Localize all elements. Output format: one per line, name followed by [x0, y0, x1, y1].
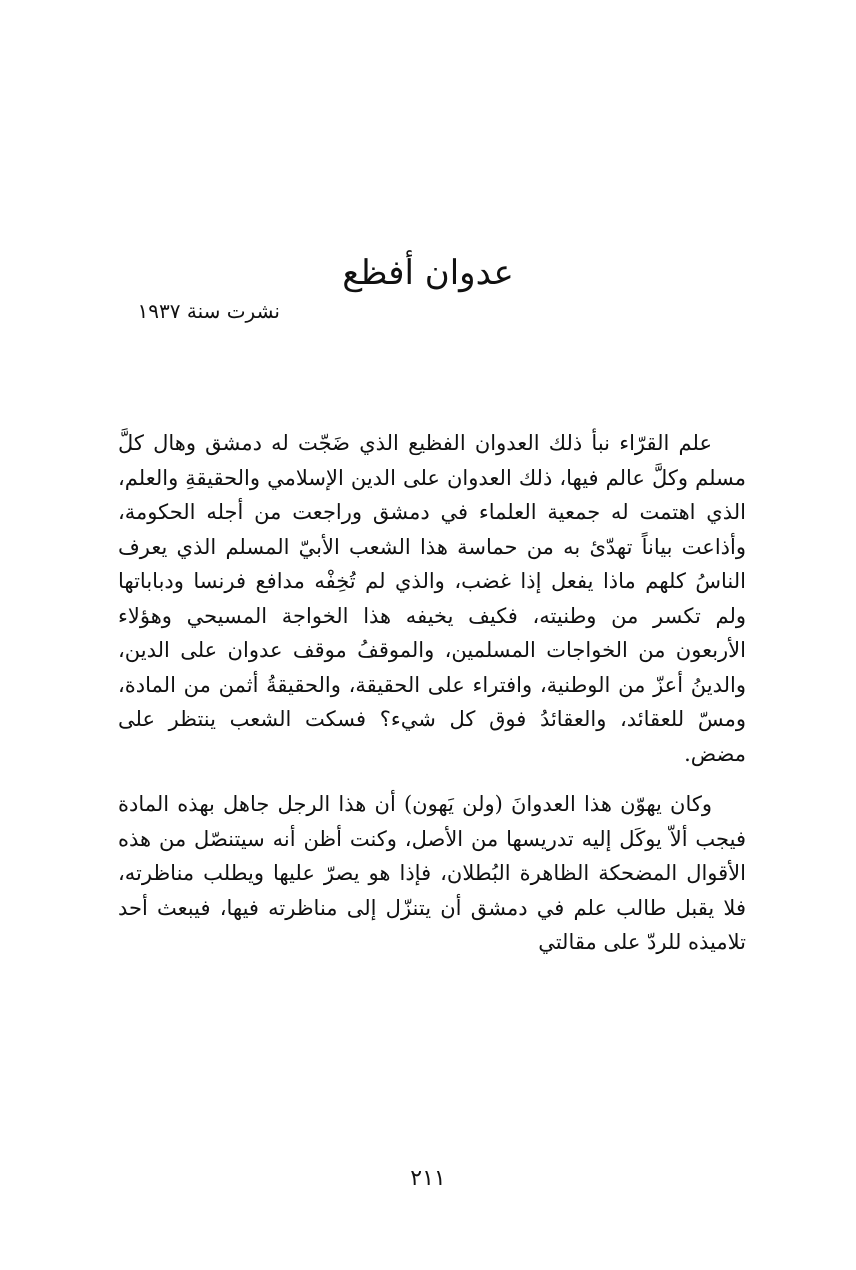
article-body: [118, 426, 746, 960]
paragraph: علم القرّاء نبأ ذلك العدوان الفظيع الذي ضَجّت له دمشق وهال كلَّ مسلم وكلَّ عالم فيها، ذلك العدوان على الدين الإسلامي والحقيقةِ والعلم، الذي اهتمت له جمعية العلماء في دمشق وراجعت من أجله الحكومة، وأذاعت بياناً تهدّئ به من حماسة هذا الشعب الأبيّ المسلم الذي يعرف الناسُ كلهم ماذا يفعل إذا غضب، والذي لم تُخِفْه مدافع فرنسا ودباباتها ولم تكسر من وطنيته، فكيف يخيفه هذا الخواجة المسيحي وهؤلاء الأربعون من الخواجات المسلمين، والموقفُ موقف عدوان على الدين، والدينُ أعزّ من الوطنية، وافتراء على الحقيقة، والحقيقةُ أثمن من المادة، ومسّ للعقائد، والعقائدُ فوق كل شيء؟ فسكت الشعب ينتظر على مضض.: [118, 431, 746, 766]
paragraph: وكان يهوّن هذا العدوانَ (ولن يَهون) أن هذا الرجل جاهل بهذه المادة فيجب ألاّ يوكَل إليه تدريسها من الأصل، وكنت أظن أنه سيتنصّل من هذه الأقوال المضحكة الظاهرة البُطلان، فإذا هو يصرّ عليها ويطلب مناظرته، فلا يقبل طالب علم في دمشق أن يتنزّل إلى مناظرته فيها، فيبعث أحد تلاميذه للردّ على مقالتي: [118, 792, 746, 954]
page-number: ٢١١: [410, 1166, 446, 1191]
article-title: عدوان أفظع: [342, 253, 514, 293]
publication-date: نشرت سنة ١٩٣٧: [137, 299, 280, 323]
